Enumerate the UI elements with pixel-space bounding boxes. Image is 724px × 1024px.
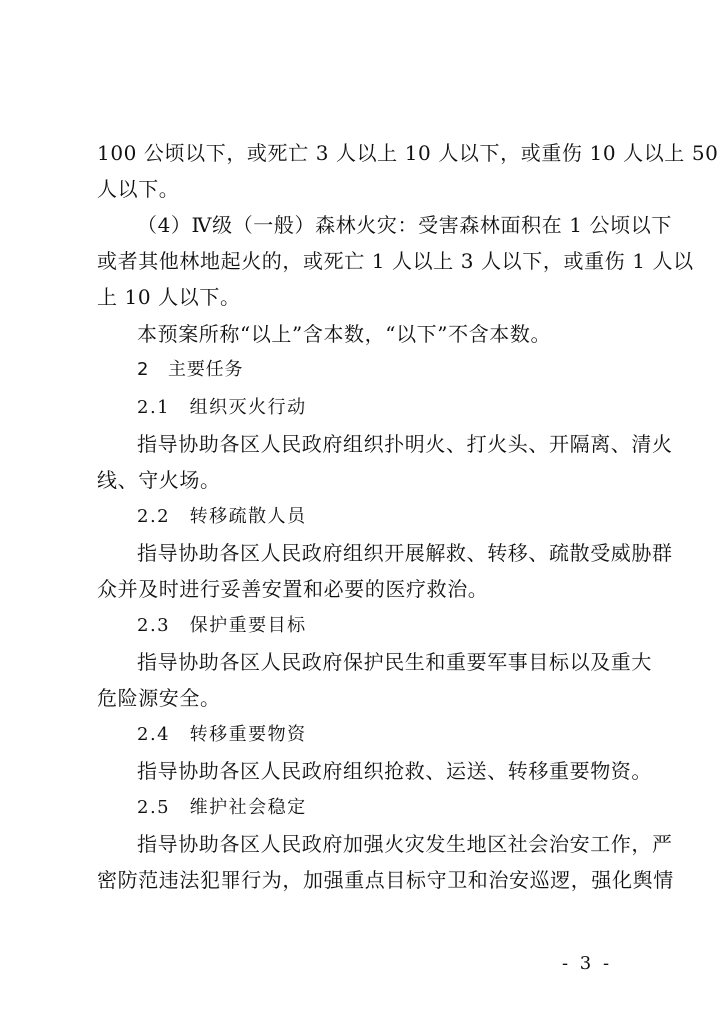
body-line-2-3-b: 危险源安全。: [97, 686, 221, 710]
body-line-2-3-a: 指导协助各区人民政府保护民生和重要军事目标以及重大: [137, 650, 652, 674]
body-line-2-2-a: 指导协助各区人民政府组织开展解救、转移、疏散受威胁群: [137, 541, 673, 565]
body-line-1: 100 公顷以下，或死亡 3 人以上 10 人以下，或重伤 10 人以上 50: [97, 141, 719, 165]
body-line-2-5-b: 密防范违法犯罪行为，加强重点目标守卫和治安巡逻，强化舆情: [97, 868, 674, 892]
body-line-2-5-a: 指导协助各区人民政府加强火灾发生地区社会治安工作，严: [137, 832, 673, 856]
body-line-2-4-a: 指导协助各区人民政府组织抢救、运送、转移重要物资。: [137, 759, 652, 783]
definition-note: 本预案所称“以上”含本数，“以下”不含本数。: [137, 322, 552, 346]
body-line-2: 人以下。: [97, 177, 180, 201]
body-line-4: 或者其他林地起火的，或死亡 1 人以上 3 人以下，或重伤 1 人以: [97, 249, 694, 273]
subheading-2-1: 2.1 组织灭火行动: [137, 397, 307, 418]
body-line-2-1-a: 指导协助各区人民政府组织扑明火、打火头、开隔离、清火: [137, 432, 673, 456]
subheading-2-2: 2.2 转移疏散人员: [137, 506, 307, 527]
body-line-2-2-b: 众并及时进行妥善安置和必要的医疗救治。: [97, 577, 489, 601]
page-number: - 3 -: [562, 953, 613, 974]
body-line-3: （4）Ⅳ级（一般）森林火灾：受害森林面积在 1 公顷以下: [137, 213, 672, 237]
subheading-2-4: 2.4 转移重要物资: [137, 724, 307, 745]
subheading-2-3: 2.3 保护重要目标: [137, 615, 307, 636]
body-line-5: 上 10 人以下。: [97, 285, 241, 309]
body-line-2-1-b: 线、守火场。: [97, 468, 221, 492]
section-heading-2: 2 主要任务: [137, 359, 244, 380]
subheading-2-5: 2.5 维护社会稳定: [137, 797, 307, 818]
